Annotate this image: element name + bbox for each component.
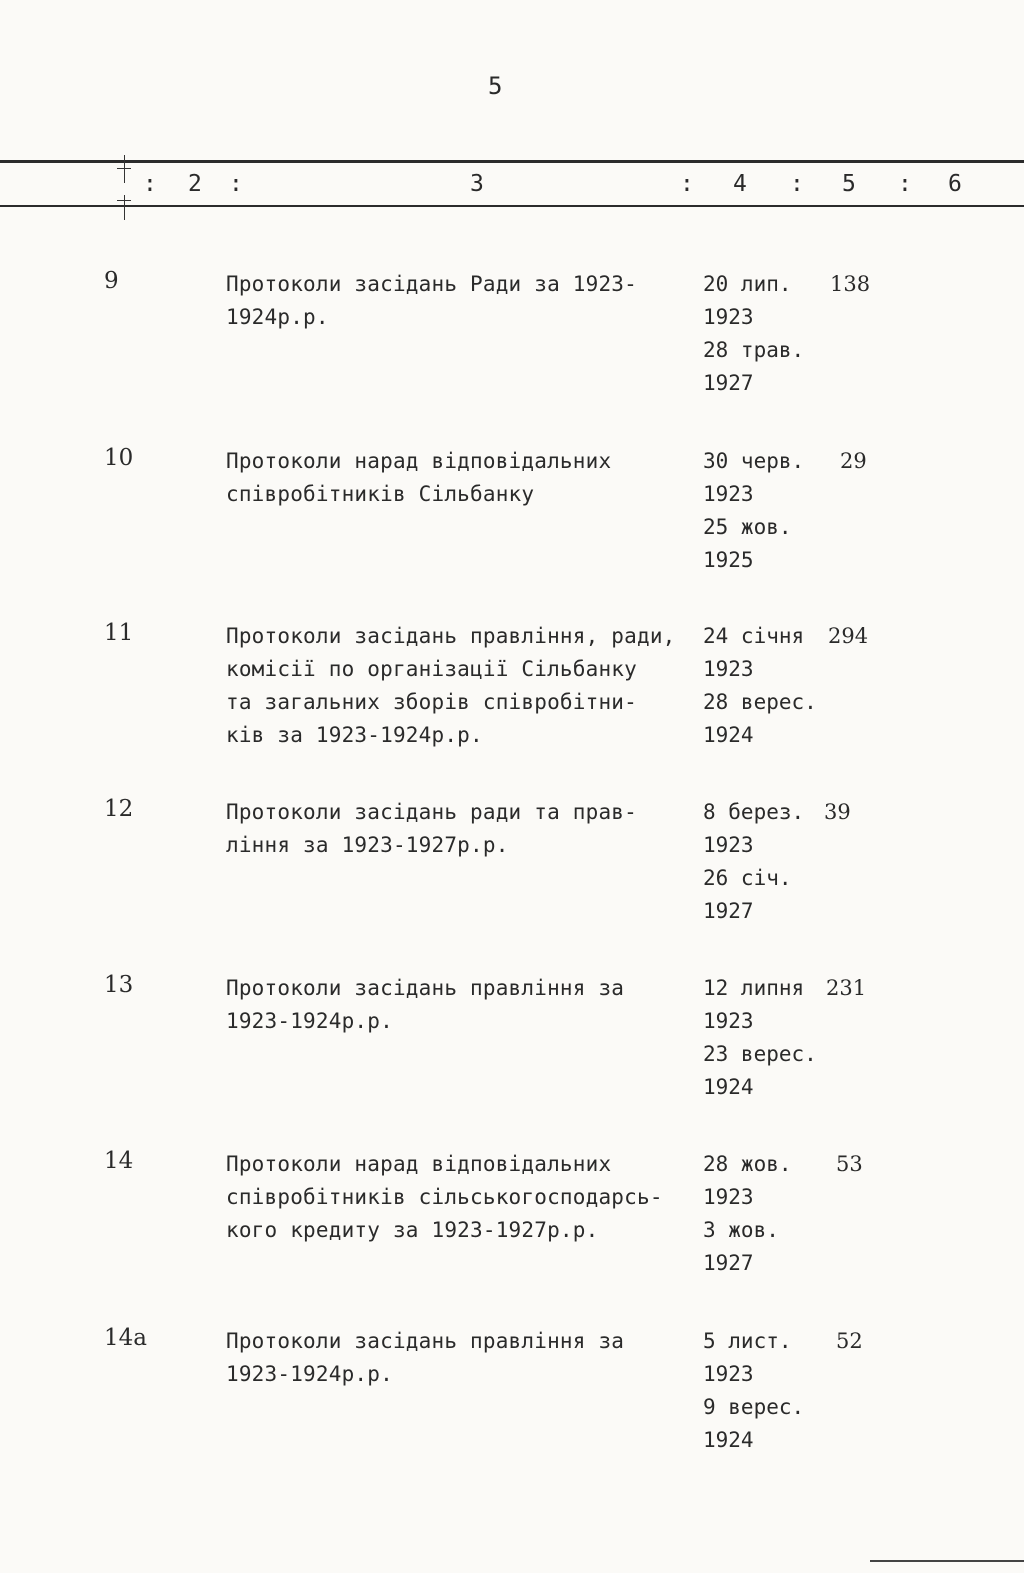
column-1-marker-dash [117, 168, 131, 169]
entry-end-date: 3 жов. [703, 1218, 779, 1242]
header-top-rule [0, 160, 1024, 163]
entry-end-year: 1924 [703, 723, 754, 747]
column-header-4: 4 [733, 171, 747, 197]
column-1-marker-dash-lower [117, 200, 131, 201]
entry-title: Протоколи засідань Ради за 1923- 1924р.р. [226, 272, 637, 329]
entry-end-year: 1925 [703, 548, 754, 572]
entry-start-date: 8 берез. [703, 800, 805, 824]
entry-title: Протоколи засідань правління, ради, комісії по організації Сільбанку та загальних зборів співробітни- ків за 1923-1924р.р. [226, 624, 676, 747]
entry-start-year: 1923 [703, 1362, 754, 1386]
header-bottom-rule [0, 205, 1024, 207]
column-1-marker [124, 155, 125, 183]
entry-number: 12 [104, 796, 134, 822]
column-separator: : [898, 171, 912, 197]
entry-end-year: 1927 [703, 899, 754, 923]
entry-end-year: 1924 [703, 1075, 754, 1099]
entry-start-year: 1923 [703, 833, 754, 857]
entry-sheet-count: 138 [830, 272, 871, 296]
column-header-3: 3 [470, 171, 484, 197]
entry-end-date: 28 верес. [703, 690, 817, 714]
entry-start-year: 1923 [703, 1009, 754, 1033]
page-number: 5 [488, 72, 503, 100]
entry-dates [703, 620, 817, 752]
entry-title: Протоколи нарад відповідальних співробітників сільськогосподарсь- кого кредиту за 1923-1927р.р. [226, 1152, 663, 1242]
column-separator: : [143, 171, 157, 197]
entry-start-date: 12 липня [703, 976, 805, 1000]
entry-number: 9 [104, 268, 119, 294]
entry-dates [703, 268, 804, 400]
column-separator: : [229, 171, 243, 197]
entry-start-year: 1923 [703, 657, 754, 681]
entry-number: 13 [104, 972, 134, 998]
column-separator: : [790, 171, 804, 197]
entry-end-year: 1927 [703, 371, 754, 395]
entry-end-date: 23 верес. [703, 1042, 817, 1066]
entry-title: Протоколи нарад відповідальних співробітників Сільбанку [226, 449, 612, 506]
column-header-6: 6 [948, 171, 962, 197]
entry-title: Протоколи засідань ради та прав- ління за 1923-1927р.р. [226, 800, 637, 857]
entry-start-date: 5 лист. [703, 1329, 792, 1353]
entry-dates [703, 1325, 804, 1457]
entry-number: 14а [104, 1325, 147, 1351]
entry-end-year: 1924 [703, 1428, 754, 1452]
entry-end-year: 1927 [703, 1251, 754, 1275]
column-1-marker-lower [124, 195, 125, 220]
entry-sheet-count: 52 [836, 1329, 863, 1353]
entry-start-year: 1923 [703, 305, 754, 329]
entry-start-date: 20 лип. [703, 272, 792, 296]
entry-sheet-count: 53 [836, 1152, 863, 1176]
entry-sheet-count: 29 [840, 449, 867, 473]
entry-dates [703, 445, 804, 577]
entry-end-date: 25 жов. [703, 515, 792, 539]
entry-sheet-count: 231 [826, 976, 867, 1000]
entry-end-date: 28 трав. [703, 338, 805, 362]
column-header-2: 2 [188, 171, 202, 197]
entry-start-date: 28 жов. [703, 1152, 792, 1176]
column-header-5: 5 [842, 171, 856, 197]
column-separator: : [680, 171, 694, 197]
entry-number: 11 [104, 620, 134, 646]
entry-sheet-count: 39 [824, 800, 851, 824]
entry-dates [703, 1148, 792, 1280]
entry-title: Протоколи засідань правління за 1923-1924р.р. [226, 1329, 625, 1386]
entry-start-year: 1923 [703, 1185, 754, 1209]
entry-start-date: 30 черв. [703, 449, 805, 473]
entry-start-date: 24 січня [703, 624, 805, 648]
entry-sheet-count: 294 [828, 624, 869, 648]
entry-number: 14 [104, 1148, 134, 1174]
entry-dates [703, 796, 804, 928]
entry-end-date: 26 січ. [703, 866, 792, 890]
entry-end-date: 9 верес. [703, 1395, 805, 1419]
entry-number: 10 [104, 445, 134, 471]
entry-dates [703, 972, 817, 1104]
entry-title: Протоколи засідань правління за 1923-1924р.р. [226, 976, 625, 1033]
page-bottom-rule [870, 1560, 1024, 1562]
entry-start-year: 1923 [703, 482, 754, 506]
